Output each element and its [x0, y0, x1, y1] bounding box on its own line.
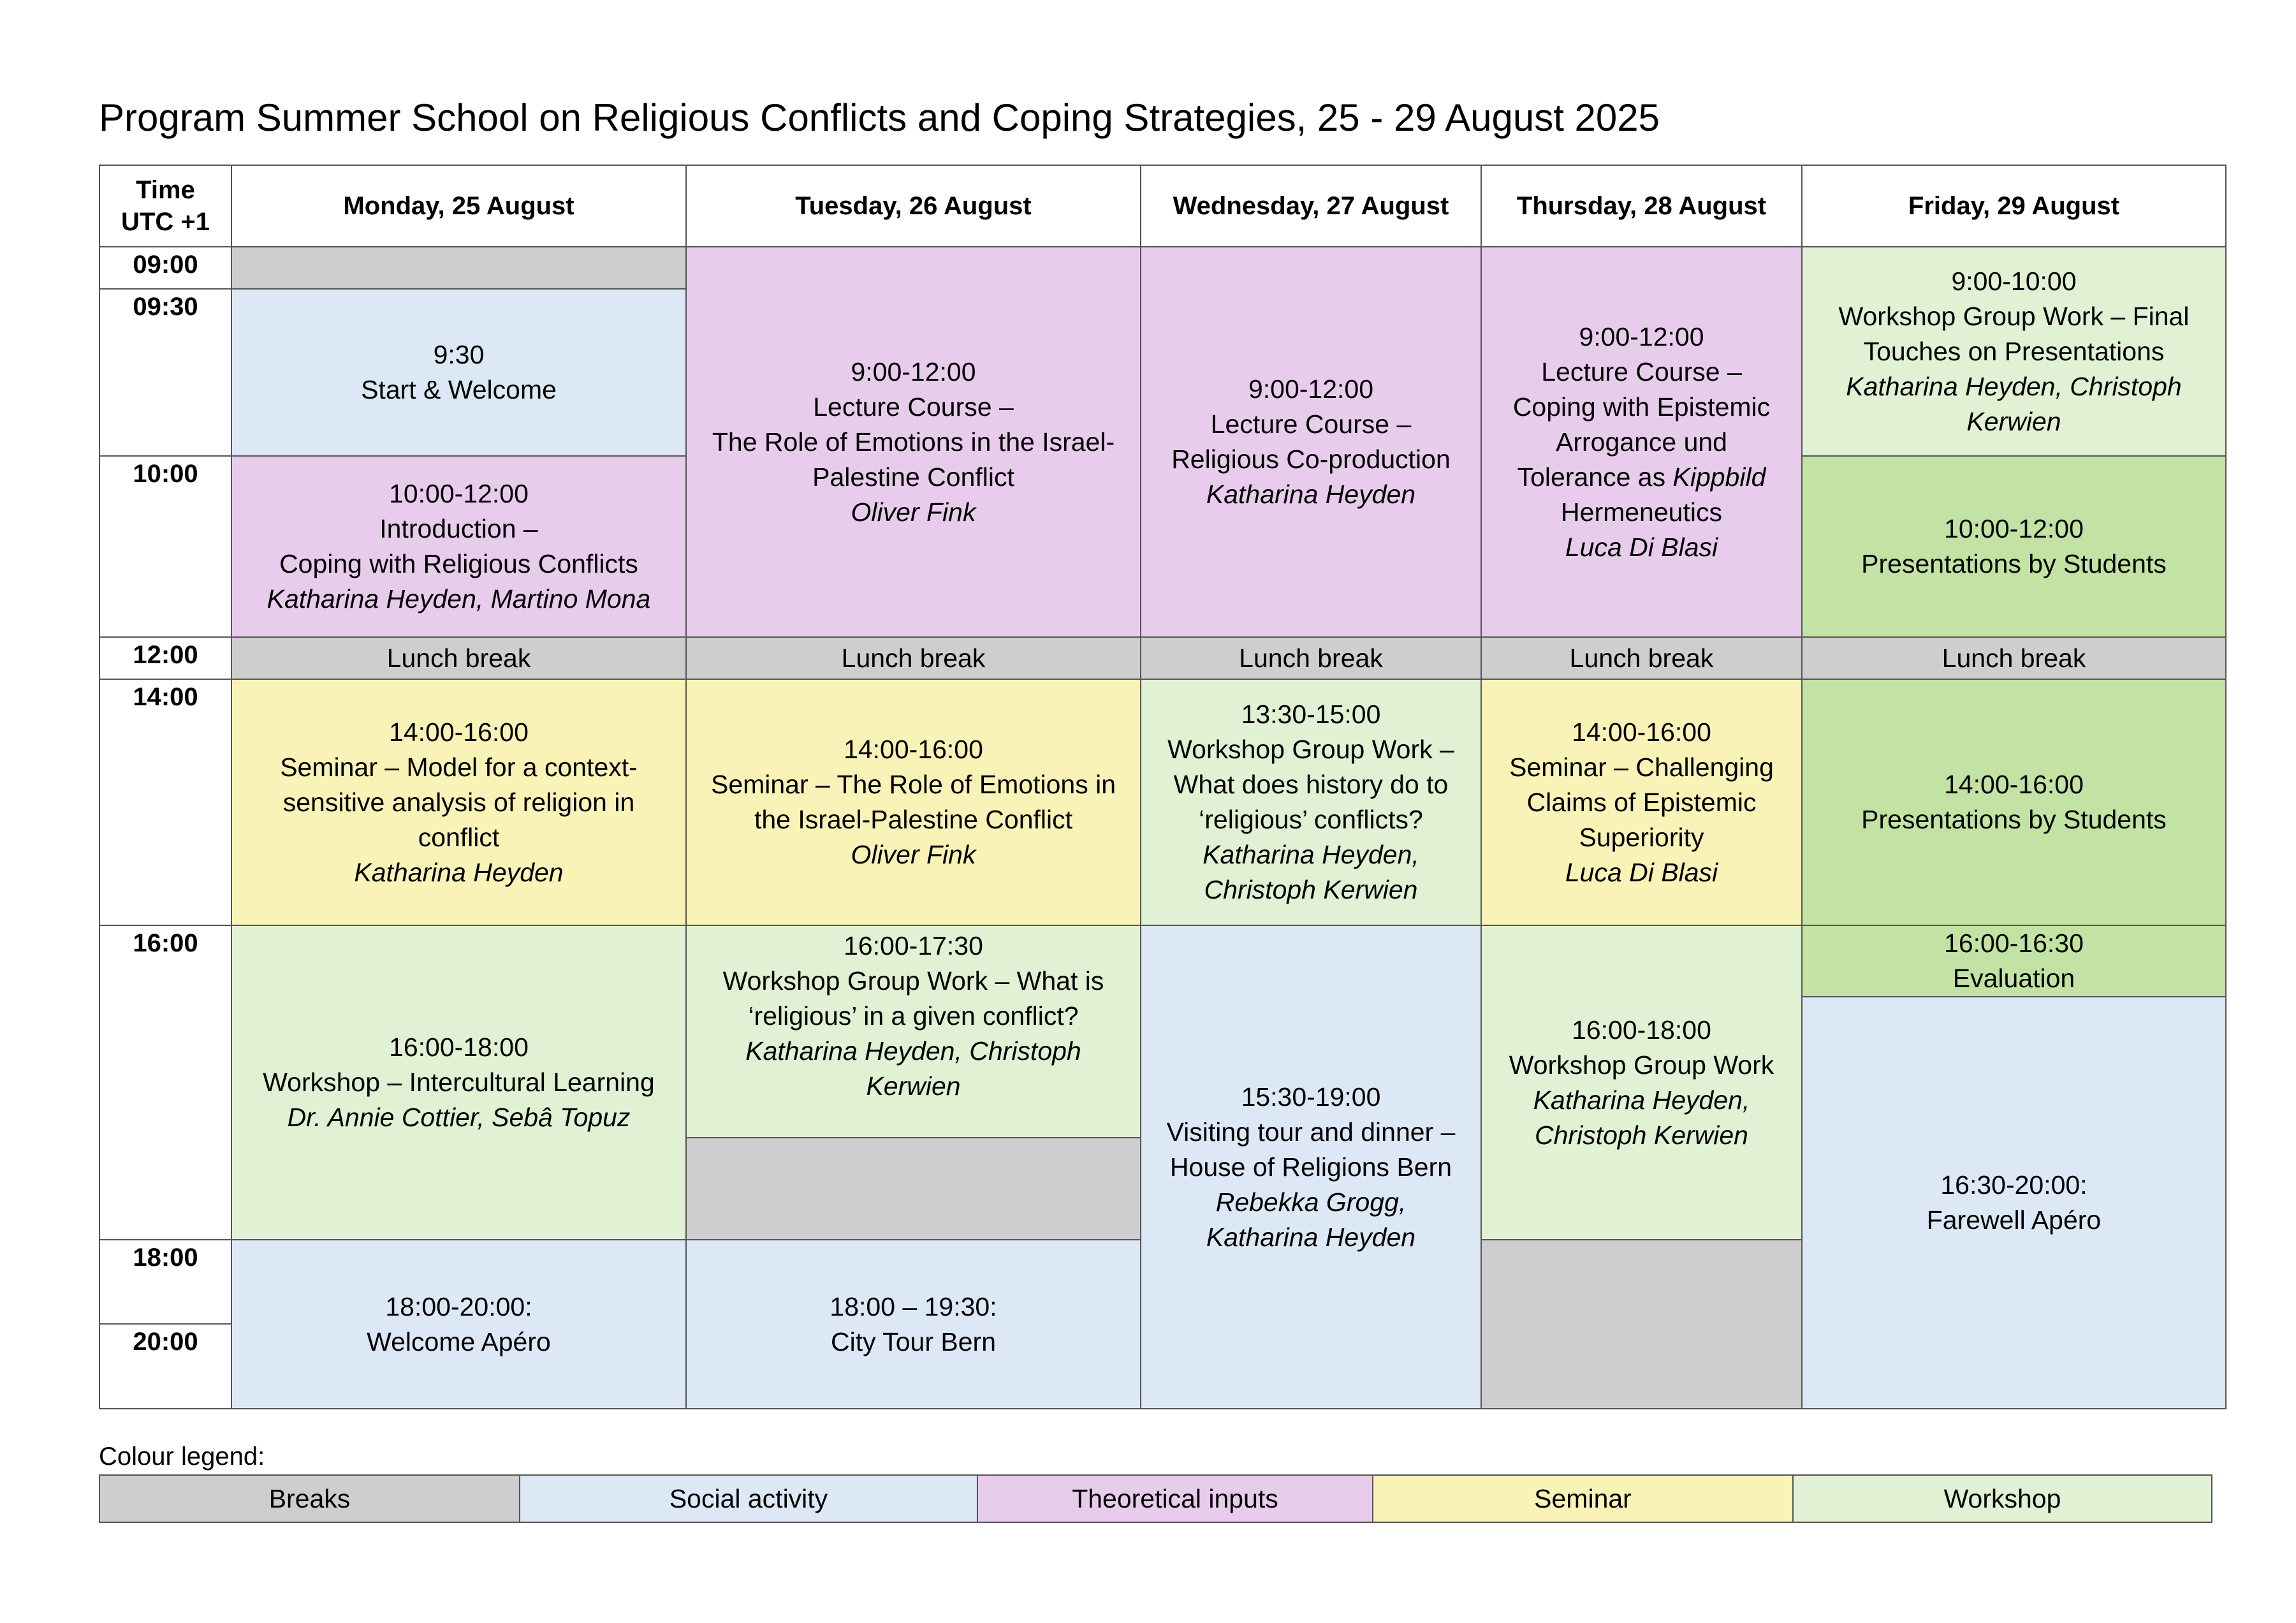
schedule-table [99, 165, 2227, 1409]
session-mon-seminar: 14:00-16:00 Seminar – Model for a context- sensitive analysis of religion in conflict Katharina Heyden [231, 679, 686, 925]
time-label: 09:30 [99, 289, 231, 456]
time-header: Time UTC +1 [99, 165, 231, 247]
lunch-break: Lunch break [231, 637, 686, 679]
session-tue-tour: 18:00 – 19:30: City Tour Bern [686, 1240, 1141, 1409]
session-thu-lecture: 9:00-12:00 Lecture Course – Coping with Epistemic Arrogance und Tolerance as Kippbild Hermeneutics Luca Di Blasi [1481, 247, 1802, 637]
break-slot [1481, 1240, 1802, 1409]
session-wed-lecture: 9:00-12:00 Lecture Course – Religious Co-production Katharina Heyden [1141, 247, 1481, 637]
session-fri-workshop: 9:00-10:00 Workshop Group Work – Final Touches on Presentations Katharina Heyden, Christoph Kerwien [1802, 247, 2226, 456]
legend-item-theoretical-inputs: Theoretical inputs [977, 1475, 1373, 1522]
time-label: 18:00 [99, 1240, 231, 1324]
lunch-break: Lunch break [1481, 637, 1802, 679]
session-wed-workshop: 13:30-15:00 Workshop Group Work – What does history do to ‘religious’ conflicts? Katharina Heyden, Christoph Kerwien [1141, 679, 1481, 925]
session-mon-workshop: 16:00-18:00 Workshop – Intercultural Learning Dr. Annie Cottier, Sebâ Topuz [231, 925, 686, 1240]
session-tue-workshop: 16:00-17:30 Workshop Group Work – What is ‘religious’ in a given conflict? Katharina Heyden, Christoph Kerwien [686, 925, 1141, 1138]
lunch-break: Lunch break [686, 637, 1141, 679]
time-label: 10:00 [99, 456, 231, 637]
page-title: Program Summer School on Religious Conflicts and Coping Strategies, 25 - 29 August 2025 [99, 96, 1660, 139]
legend-label: Colour legend: [99, 1443, 265, 1471]
colour-legend [99, 1474, 2212, 1523]
day-header-thursday: Thursday, 28 August [1481, 165, 1802, 247]
legend-item-workshop: Workshop [1793, 1475, 2212, 1522]
day-header-friday: Friday, 29 August [1802, 165, 2226, 247]
session-fri-evaluation: 16:00-16:30 Evaluation [1802, 925, 2226, 997]
break-slot [231, 247, 686, 289]
session-tue-seminar: 14:00-16:00 Seminar – The Role of Emotions in the Israel-Palestine Conflict Oliver Fink [686, 679, 1141, 925]
day-header-tuesday: Tuesday, 26 August [686, 165, 1141, 247]
session-fri-presentations: 10:00-12:00 Presentations by Students [1802, 456, 2226, 637]
session-mon-welcome: 9:30 Start & Welcome [231, 289, 686, 456]
day-header-monday: Monday, 25 August [231, 165, 686, 247]
legend-item-social-activity: Social activity [520, 1475, 977, 1522]
session-thu-workshop: 16:00-18:00 Workshop Group Work Katharina Heyden, Christoph Kerwien [1481, 925, 1802, 1240]
time-label: 20:00 [99, 1324, 231, 1409]
legend-item-breaks: Breaks [99, 1475, 520, 1522]
session-wed-visit: 15:30-19:00 Visiting tour and dinner – House of Religions Bern Rebekka Grogg, Katharina Heyden [1141, 925, 1481, 1409]
session-tue-lecture: 9:00-12:00 Lecture Course – The Role of Emotions in the Israel- Palestine Conflict Oliver Fink [686, 247, 1141, 637]
lunch-break: Lunch break [1141, 637, 1481, 679]
session-mon-apero: 18:00-20:00: Welcome Apéro [231, 1240, 686, 1409]
session-mon-intro: 10:00-12:00 Introduction – Coping with Religious Conflicts Katharina Heyden, Martino Mona [231, 456, 686, 637]
day-header-wednesday: Wednesday, 27 August [1141, 165, 1481, 247]
session-fri-presentations: 14:00-16:00 Presentations by Students [1802, 679, 2226, 925]
session-fri-farewell: 16:30-20:00: Farewell Apéro [1802, 997, 2226, 1409]
time-label: 14:00 [99, 679, 231, 925]
legend-item-seminar: Seminar [1373, 1475, 1793, 1522]
time-label: 12:00 [99, 637, 231, 679]
time-label: 16:00 [99, 925, 231, 1240]
session-thu-seminar: 14:00-16:00 Seminar – Challenging Claims of Epistemic Superiority Luca Di Blasi [1481, 679, 1802, 925]
lunch-break: Lunch break [1802, 637, 2226, 679]
break-slot [686, 1138, 1141, 1240]
time-label: 09:00 [99, 247, 231, 289]
